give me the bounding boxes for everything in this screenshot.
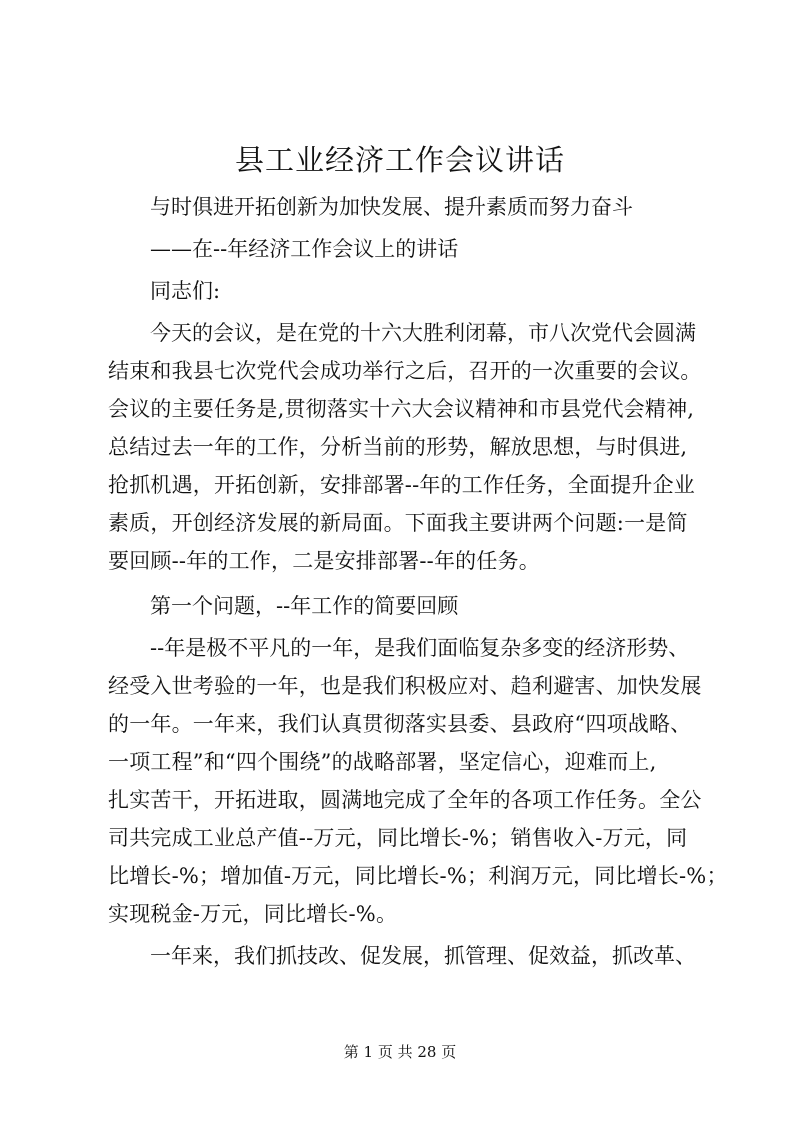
paragraph-line: 今天的会议，是在党的十六大胜利闭幕，市八次党代会圆满	[150, 321, 696, 345]
paragraph-line: 比增长-%；增加值-万元，同比增长-%；利润万元，同比增长-%；	[108, 864, 728, 888]
paragraph-line: --年是极不平凡的一年，是我们面临复杂多变的经济形势、	[150, 636, 690, 660]
paragraph-line: 会议的主要任务是,贯彻落实十六大会议精神和市县党代会精神,	[108, 397, 695, 421]
paragraph-line: 结束和我县七次党代会成功举行之后，召开的一次重要的会议。	[108, 359, 702, 383]
paragraph-line: 抢抓机遇，开拓创新，安排部署--年的工作任务，全面提升企业	[108, 473, 695, 497]
document-title: 县工业经济工作会议讲话	[234, 143, 565, 177]
paragraph-line: 一年来，我们抓技改、促发展，抓管理、促效益，抓改革、	[150, 944, 696, 968]
paragraph-line: 总结过去一年的工作，分析当前的形势，解放思想，与时俱进,	[108, 435, 688, 459]
subtitle-speech-line: ——在--年经济工作会议上的讲话	[150, 237, 459, 261]
paragraph-line: 的一年。一年来，我们认真贯彻落实县委、县政府“四项战略、	[108, 712, 692, 736]
section-heading: 第一个问题，--年工作的简要回顾	[150, 594, 459, 618]
salutation-line: 同志们:	[150, 279, 221, 303]
paragraph-line: 素质，开创经济发展的新局面。下面我主要讲两个问题:一是简	[108, 511, 688, 535]
paragraph-line: 扎实苦干，开拓进取，圆满地完成了全年的各项工作任务。全公	[108, 788, 702, 812]
paragraph-line: 司共完成工业总产值--万元，同比增长-%；销售收入-万元，同	[108, 826, 688, 850]
paragraph-line: 经受入世考验的一年，也是我们积极应对、趋利避害、加快发展	[108, 674, 702, 698]
paragraph-line: 一项工程”和“四个围绕”的战略部署，坚定信心，迎难而上,	[108, 750, 657, 774]
page-footer: 第 1 页 共 28 页	[343, 1043, 457, 1061]
paragraph-line: 要回顾--年的工作，二是安排部署--年的任务。	[108, 549, 540, 573]
subtitle-line: 与时俱进开拓创新为加快发展、提升素质而努力奋斗	[150, 195, 633, 219]
paragraph-line: 实现税金-万元，同比增长-%。	[108, 902, 398, 926]
